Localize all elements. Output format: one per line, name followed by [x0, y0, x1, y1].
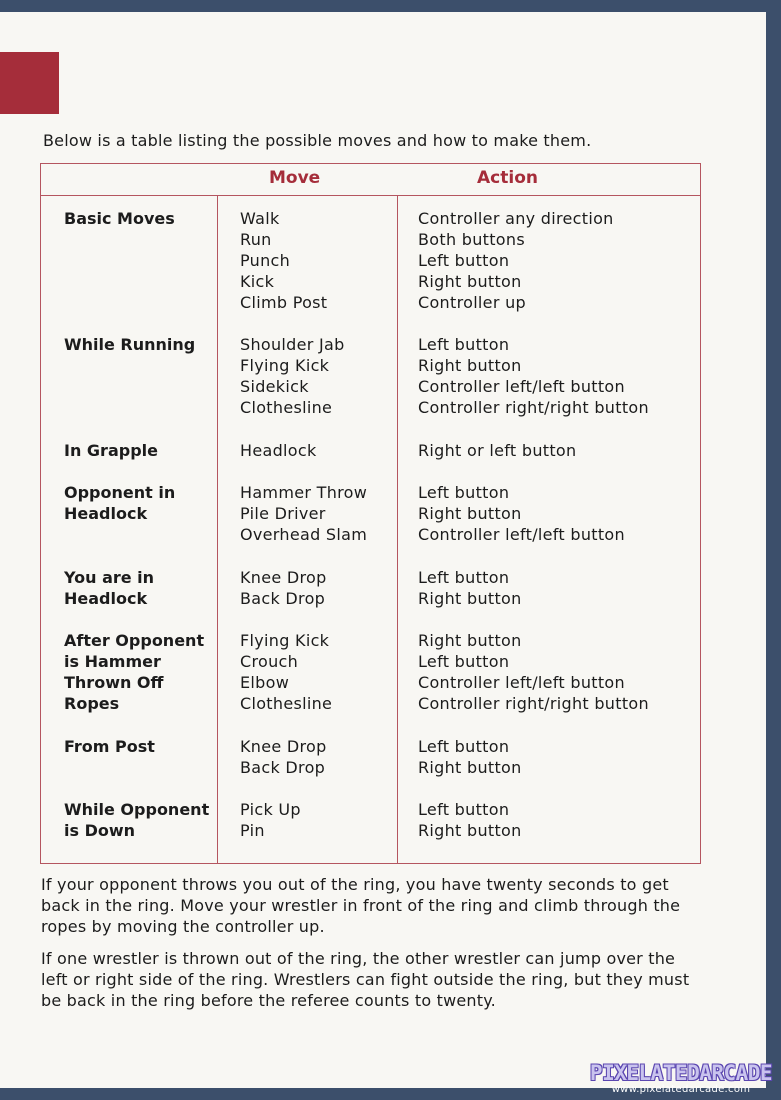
move-list: [240, 799, 301, 841]
category-line: In Grapple: [64, 441, 158, 460]
manual-page: [0, 12, 766, 1088]
move-list: [240, 736, 327, 778]
category-line: While Opponent: [64, 800, 210, 819]
action-text: Controller up: [418, 293, 526, 312]
move-name: Knee Drop: [240, 568, 327, 587]
action-text: Controller right/right button: [418, 398, 649, 417]
move-name: Pick Up: [240, 800, 301, 819]
category-line: After Opponent: [64, 631, 205, 650]
action-text: Left button: [418, 568, 510, 587]
category-label: [64, 440, 214, 461]
move-name: Back Drop: [240, 589, 326, 608]
category-line: is Hammer: [64, 652, 161, 671]
category-label: [64, 334, 214, 355]
column-divider: [217, 195, 218, 863]
action-text: Both buttons: [418, 230, 525, 249]
action-text: Controller right/right button: [418, 694, 649, 713]
category-line: You are in: [64, 568, 155, 587]
action-text: Right button: [418, 272, 522, 291]
move-name: Climb Post: [240, 293, 328, 312]
move-name: Pin: [240, 821, 265, 840]
watermark-logo: [583, 1062, 779, 1096]
out-of-ring-paragraph: If your opponent throws you out of the ring, you have twenty seconds to get back in the ring. Move your wrestler in front of the ring and climb through the ropes by moving the controller up.: [41, 875, 681, 936]
intro-text: Below is a table listing the possible moves and how to make them.: [43, 131, 592, 150]
category-line: Thrown Off: [64, 673, 164, 692]
move-name: Back Drop: [240, 758, 326, 777]
action-text: Left button: [418, 737, 510, 756]
category-line: Opponent in: [64, 483, 176, 502]
category-label: [64, 482, 214, 524]
action-text: Right button: [418, 631, 522, 650]
action-list: [418, 482, 625, 545]
action-text: Right button: [418, 589, 522, 608]
moves-table: [40, 163, 701, 864]
move-name: Sidekick: [240, 377, 309, 396]
category-line: Headlock: [64, 589, 148, 608]
jump-over-paragraph: If one wrestler is thrown out of the ring, the other wrestler can jump over the left or right side of the ring. Wrestlers can fight outside the ring, but they must be back in the ring before the referee counts to twenty.: [41, 949, 690, 1010]
move-list: [240, 334, 345, 418]
category-label: [64, 630, 214, 714]
move-name: Walk: [240, 209, 280, 228]
move-header: Move: [269, 168, 321, 188]
action-text: Left button: [418, 800, 510, 819]
move-list: [240, 630, 332, 714]
move-name: Hammer Throw: [240, 483, 368, 502]
move-list: [240, 567, 327, 609]
action-text: Controller left/left button: [418, 673, 625, 692]
move-name: Elbow: [240, 673, 290, 692]
move-name: Punch: [240, 251, 291, 270]
move-name: Run: [240, 230, 272, 249]
move-name: Clothesline: [240, 694, 333, 713]
category-label: [64, 567, 214, 609]
action-text: Right button: [418, 356, 522, 375]
move-name: Shoulder Jab: [240, 335, 345, 354]
move-name: Clothesline: [240, 398, 333, 417]
action-list: [418, 630, 649, 714]
move-name: Flying Kick: [240, 356, 330, 375]
move-name: Kick: [240, 272, 275, 291]
action-text: Controller left/left button: [418, 525, 625, 544]
category-line: While Running: [64, 335, 196, 354]
action-text: Right or left button: [418, 441, 577, 460]
category-label: [64, 208, 214, 229]
section-tab: [0, 52, 59, 114]
action-header: Action: [477, 168, 538, 188]
watermark-url: www.pixelatedarcade.com: [611, 1084, 751, 1095]
move-name: Overhead Slam: [240, 525, 368, 544]
category-line: Ropes: [64, 694, 120, 713]
move-name: Knee Drop: [240, 737, 327, 756]
action-list: [418, 736, 522, 778]
action-text: Right button: [418, 821, 522, 840]
action-list: [418, 567, 522, 609]
move-name: Flying Kick: [240, 631, 330, 650]
category-label: [64, 799, 214, 841]
action-list: [418, 208, 614, 313]
action-text: Left button: [418, 335, 510, 354]
move-list: [240, 440, 317, 461]
action-text: Left button: [418, 251, 510, 270]
action-text: Left button: [418, 483, 510, 502]
move-name: Pile Driver: [240, 504, 326, 523]
move-list: [240, 208, 327, 313]
category-line: From Post: [64, 737, 155, 756]
move-list: [240, 482, 367, 545]
category-line: is Down: [64, 821, 136, 840]
action-text: Right button: [418, 758, 522, 777]
move-name: Crouch: [240, 652, 299, 671]
move-name: Headlock: [240, 441, 317, 460]
category-line: Headlock: [64, 504, 148, 523]
category-line: Basic Moves: [64, 209, 175, 228]
header-divider: [41, 195, 700, 196]
action-list: [418, 440, 576, 461]
action-text: Right button: [418, 504, 522, 523]
column-divider: [397, 195, 398, 863]
watermark-name: PIXELATEDARCADE: [589, 1061, 773, 1085]
action-list: [418, 334, 649, 418]
action-list: [418, 799, 522, 841]
action-text: Controller left/left button: [418, 377, 625, 396]
category-label: [64, 736, 214, 757]
action-text: Controller any direction: [418, 209, 614, 228]
action-text: Left button: [418, 652, 510, 671]
